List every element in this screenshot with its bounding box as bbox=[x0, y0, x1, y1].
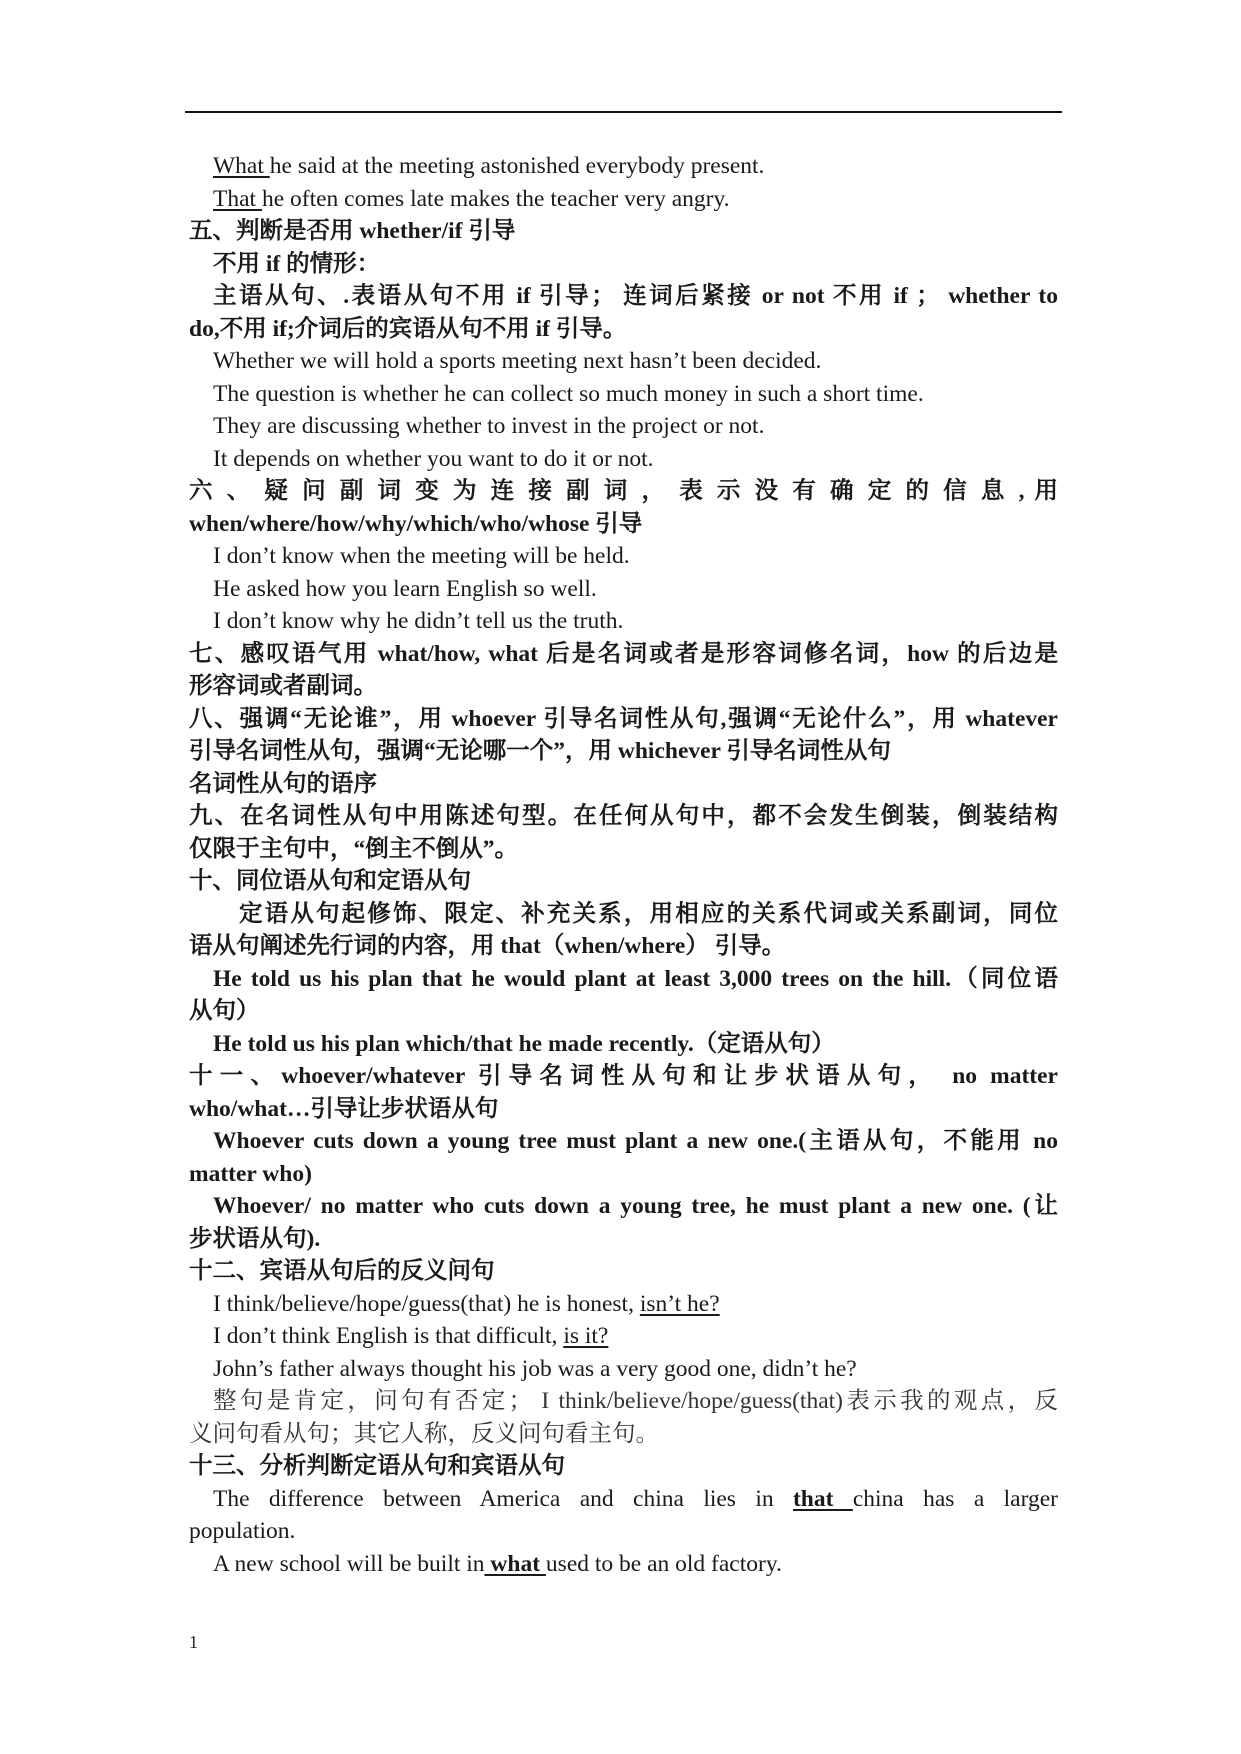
example-text: I think/believe/hope/guess(that) he is honest, bbox=[213, 1290, 640, 1317]
example-line bbox=[189, 1288, 1058, 1321]
example-line: 从句） bbox=[189, 998, 260, 1024]
example-text: he said at the meeting astonished everybody present. bbox=[269, 153, 765, 179]
example-text: The difference between America and china lies in bbox=[213, 1485, 793, 1512]
section-heading-9: 九、在名词性从句中用陈述句型。在任何从句中，都不会发生倒装，倒装结构 bbox=[189, 803, 1058, 829]
example-line: He asked how you learn English so well. bbox=[213, 575, 597, 602]
example-line bbox=[189, 1320, 1058, 1353]
example-line: It depends on whether you want to do it or not. bbox=[213, 445, 654, 472]
note-text: 义问句看从句；其它人称，反义问句看主句。 bbox=[189, 1420, 659, 1447]
example-line: The question is whether he can collect so much money in such a short time. bbox=[213, 380, 924, 407]
example-line: population. bbox=[189, 1518, 296, 1544]
example-line: 步状语从句). bbox=[189, 1225, 321, 1252]
underlined-word: That bbox=[213, 185, 262, 212]
rule-text: 主语从句、.表语从句不用 if 引导； 连词后紧接 or not 不用 if ； whether to bbox=[213, 283, 1058, 309]
example-line: matter who) bbox=[189, 1160, 312, 1187]
underlined-answer: that bbox=[792, 1485, 853, 1512]
example-line: I don’t know why he didn’t tell us the truth. bbox=[213, 608, 624, 634]
header-rule bbox=[185, 111, 1062, 113]
example-line: Whoever cuts down a young tree must plant a new one.(主语从句，不能用 no bbox=[213, 1128, 1058, 1154]
section-heading-11: 十一、whoever/whatever 引导名词性从句和让步状语从句， no matter bbox=[189, 1063, 1058, 1089]
section-heading-6-cont: when/where/how/why/which/who/whose 引导 bbox=[189, 510, 643, 537]
underlined-word: What bbox=[213, 153, 270, 179]
rule-text: 定语从句起修饰、限定、补充关系，用相应的关系代词或关系副词，同位 bbox=[239, 900, 1058, 927]
example-line bbox=[189, 1483, 1058, 1516]
example-line: I don’t know when the meeting will be held. bbox=[213, 543, 630, 569]
section-heading-13: 十三、分析判断定语从句和宾语从句 bbox=[189, 1453, 565, 1479]
section-heading-8-cont: 引导名词性从句，强调“无论哪一个”，用 whichever 引导名词性从句 bbox=[189, 738, 891, 764]
example-text: I don’t think English is that difficult, bbox=[213, 1323, 564, 1349]
underlined-answer: what bbox=[484, 1550, 546, 1577]
underlined-tag: is it? bbox=[563, 1323, 609, 1349]
section-heading-5: 五、判断是否用 whether/if 引导 bbox=[189, 218, 516, 244]
example-line bbox=[189, 183, 1058, 216]
example-line bbox=[189, 1548, 1058, 1581]
section-subheading: 不用 if 的情形： bbox=[213, 250, 381, 277]
section-heading-8: 八、强调“无论谁”，用 whoever 引导名词性从句,强调“无论什么”，用 whatever bbox=[189, 705, 1058, 732]
document-body bbox=[189, 150, 1058, 1580]
rule-text: 语从句阐述先行词的内容，用 that（when/where） 引导。 bbox=[189, 933, 786, 959]
example-line bbox=[189, 150, 1058, 183]
section-heading-7-cont: 形容词或者副词。 bbox=[189, 673, 377, 699]
example-text: used to be an old factory. bbox=[545, 1550, 782, 1577]
example-line: He told us his plan that he would plant at least 3,000 trees on the hill.（同位语 bbox=[213, 965, 1058, 992]
page-number: 1 bbox=[189, 1632, 198, 1652]
example-line: Whoever/ no matter who cuts down a young tree, he must plant a new one. (让 bbox=[213, 1193, 1058, 1219]
section-heading-9-cont: 仅限于主句中，“倒主不倒从”。 bbox=[189, 835, 518, 862]
section-heading-6: 六 、 疑 问 副 词 变 为 连 接 副 词 ， 表 示 没 有 确 定 的 信 息 , 用 bbox=[189, 478, 1058, 504]
example-line: He told us his plan which/that he made recently.（定语从句） bbox=[213, 1030, 835, 1057]
example-line: They are discussing whether to invest in the project or not. bbox=[213, 413, 765, 439]
note-text: 整句是肯定，问句有否定； I think/believe/hope/guess(that)表示我的观点，反 bbox=[213, 1388, 1058, 1414]
example-line: Whether we will hold a sports meeting next hasn’t been decided. bbox=[213, 348, 822, 374]
underlined-tag: isn’t he? bbox=[639, 1290, 720, 1317]
section-heading-7: 七、感叹语气用 what/how, what 后是名词或者是形容词修名词，how 的后边是 bbox=[189, 640, 1058, 667]
section-heading-11-cont: who/what…引导让步状语从句 bbox=[189, 1095, 499, 1122]
example-text: he often comes late makes the teacher very angry. bbox=[261, 185, 730, 212]
example-line: John’s father always thought his job was a very good one, didn’t he? bbox=[213, 1355, 857, 1382]
section-heading-8-cont: 名词性从句的语序 bbox=[189, 770, 377, 797]
example-text: A new school will be built in bbox=[213, 1550, 485, 1577]
rule-text: do,不用 if;介词后的宾语从句不用 if 引导。 bbox=[189, 315, 627, 342]
example-text: china has a larger bbox=[852, 1485, 1058, 1512]
section-heading-10: 十、同位语从句和定语从句 bbox=[189, 868, 471, 894]
section-heading-12: 十二、宾语从句后的反义问句 bbox=[189, 1258, 495, 1284]
